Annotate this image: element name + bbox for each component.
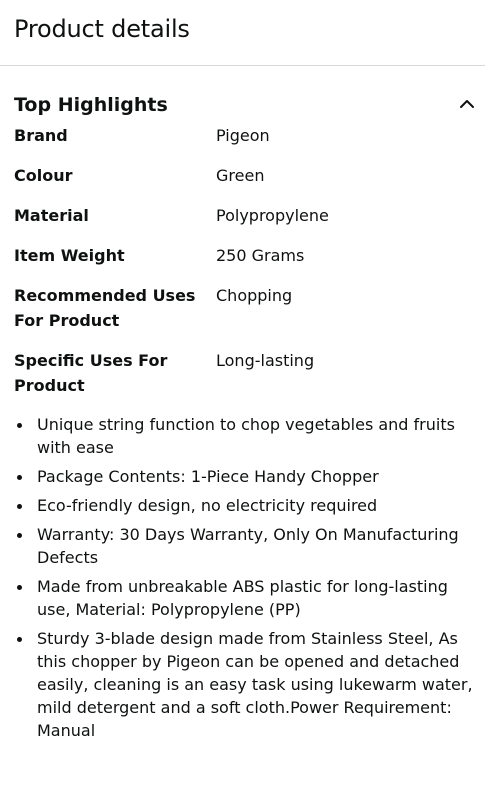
spec-row-colour bbox=[14, 163, 471, 188]
spec-row-brand bbox=[14, 123, 471, 148]
spec-row-recommended-uses bbox=[14, 283, 471, 333]
section-title: Top Highlights bbox=[14, 94, 168, 116]
spec-table bbox=[0, 123, 485, 398]
feature-bullet-list bbox=[0, 413, 485, 742]
spec-value: 250 Grams bbox=[216, 246, 305, 265]
list-item: Sturdy 3-blade design made from Stainless Steel, As this chopper by Pigeon can be opened and detached easily, cleaning is an easy task using lukewarm water, mild detergent and a soft cloth.Power Requirement: Manual bbox=[37, 627, 477, 742]
spec-value: Polypropylene bbox=[216, 206, 329, 225]
spec-value: Green bbox=[216, 166, 265, 185]
spec-row-specific-uses bbox=[14, 348, 471, 398]
spec-row-item-weight bbox=[14, 243, 471, 268]
page-title: Product details bbox=[14, 15, 190, 43]
chevron-up-icon[interactable] bbox=[459, 96, 475, 112]
list-item: Eco-friendly design, no electricity required bbox=[37, 494, 477, 517]
spec-value: Pigeon bbox=[216, 126, 270, 145]
list-item: Unique string function to chop vegetables and fruits with ease bbox=[37, 413, 477, 459]
spec-key: Brand bbox=[14, 126, 68, 145]
top-highlights-header[interactable] bbox=[0, 66, 485, 118]
spec-row-material bbox=[14, 203, 471, 228]
spec-key: Material bbox=[14, 206, 89, 225]
list-item: Made from unbreakable ABS plastic for long-lasting use, Material: Polypropylene (PP) bbox=[37, 575, 477, 621]
page-header bbox=[0, 0, 485, 66]
spec-key: Specific Uses For Product bbox=[14, 351, 168, 395]
spec-key: Item Weight bbox=[14, 246, 125, 265]
spec-key: Colour bbox=[14, 166, 73, 185]
spec-value: Chopping bbox=[216, 286, 293, 305]
list-item: Package Contents: 1-Piece Handy Chopper bbox=[37, 465, 477, 488]
spec-key: Recommended Uses For Product bbox=[14, 286, 196, 330]
spec-value: Long-lasting bbox=[216, 351, 315, 370]
list-item: Warranty: 30 Days Warranty, Only On Manufacturing Defects bbox=[37, 523, 477, 569]
